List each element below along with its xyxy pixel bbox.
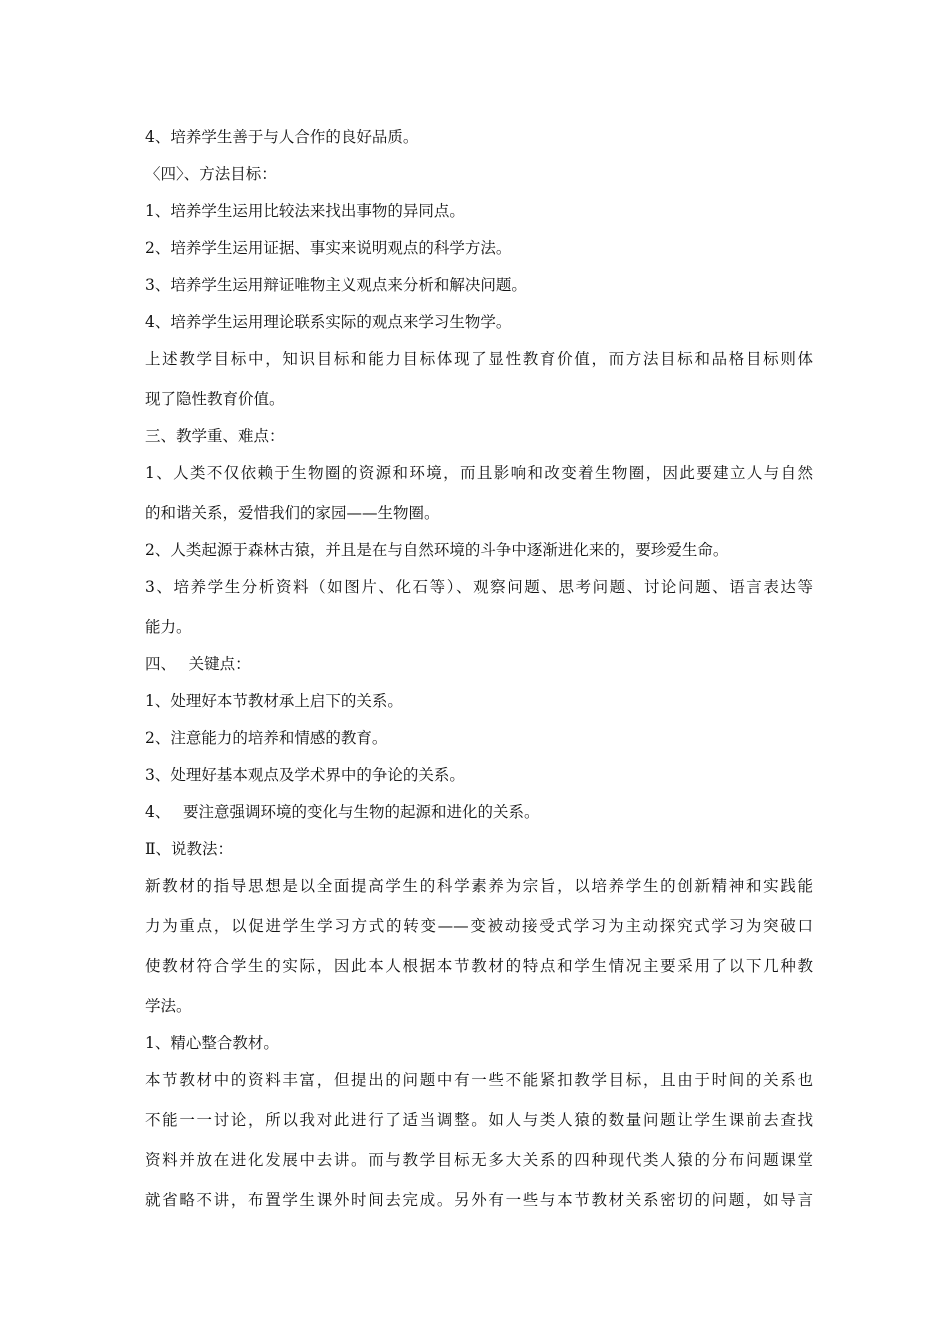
- text-line: 4、培养学生善于与人合作的良好品质。: [145, 128, 419, 146]
- text-line: 现了隐性教育价值。: [145, 390, 285, 408]
- text-line: 新教材的指导思想是以全面提高学生的科学素养为宗旨，以培养学生的创新精神和实践能: [145, 877, 813, 895]
- text-line: 本节教材中的资料丰富，但提出的问题中有一些不能紧扣教学目标，且由于时间的关系也: [145, 1071, 813, 1089]
- section-heading: 1、精心整合教材。: [145, 1034, 279, 1052]
- text-line: 使教材符合学生的实际，因此本人根据本节教材的特点和学生情况主要采用了以下几种教: [145, 957, 813, 975]
- text-line: 4、 要注意强调环境的变化与生物的起源和进化的关系。: [145, 803, 540, 821]
- text-line: 资料并放在进化发展中去讲。而与教学目标无多大关系的四种现代类人猿的分布问题课堂: [145, 1151, 813, 1169]
- text-line: 2、注意能力的培养和情感的教育。: [145, 729, 388, 747]
- text-line: 2、人类起源于森林古猿，并且是在与自然环境的斗争中逐渐进化来的，要珍爱生命。: [145, 541, 729, 559]
- text-line: 1、培养学生运用比较法来找出事物的异同点。: [145, 202, 465, 220]
- text-line: 的和谐关系，爱惜我们的家园——生物圈。: [145, 504, 440, 522]
- text-line: 1、人类不仅依赖于生物圈的资源和环境，而且影响和改变着生物圈，因此要建立人与自然: [145, 464, 813, 482]
- section-heading: 〈四〉、方法目标：: [145, 165, 277, 183]
- text-line: 上述教学目标中，知识目标和能力目标体现了显性教育价值，而方法目标和品格目标则体: [145, 350, 813, 368]
- section-heading: Ⅱ、说教法：: [145, 840, 234, 858]
- text-line: 2、培养学生运用证据、事实来说明观点的科学方法。: [145, 239, 512, 257]
- text-line: 3、培养学生运用辩证唯物主义观点来分析和解决问题。: [145, 276, 527, 294]
- text-line: 3、处理好基本观点及学术界中的争论的关系。: [145, 766, 465, 784]
- text-line: 1、处理好本节教材承上启下的关系。: [145, 692, 403, 710]
- document-body: [145, 126, 813, 1211]
- section-heading: 四、 关键点：: [145, 655, 251, 673]
- text-line: 就省略不讲，布置学生课外时间去完成。另外有一些与本节教材关系密切的问题，如导言: [145, 1191, 813, 1209]
- section-heading: 三、教学重、难点：: [145, 427, 285, 445]
- text-line: 力为重点，以促进学生学习方式的转变——变被动接受式学习为主动探究式学习为突破口: [145, 917, 813, 935]
- text-line: 不能一一讨论，所以我对此进行了适当调整。如人与类人猿的数量问题让学生课前去查找: [145, 1111, 813, 1129]
- text-line: 学法。: [145, 997, 192, 1015]
- text-line: 能力。: [145, 618, 192, 636]
- text-line: 4、培养学生运用理论联系实际的观点来学习生物学。: [145, 313, 512, 331]
- text-line: 3、培养学生分析资料（如图片、化石等）、观察问题、思考问题、讨论问题、语言表达等: [145, 578, 813, 596]
